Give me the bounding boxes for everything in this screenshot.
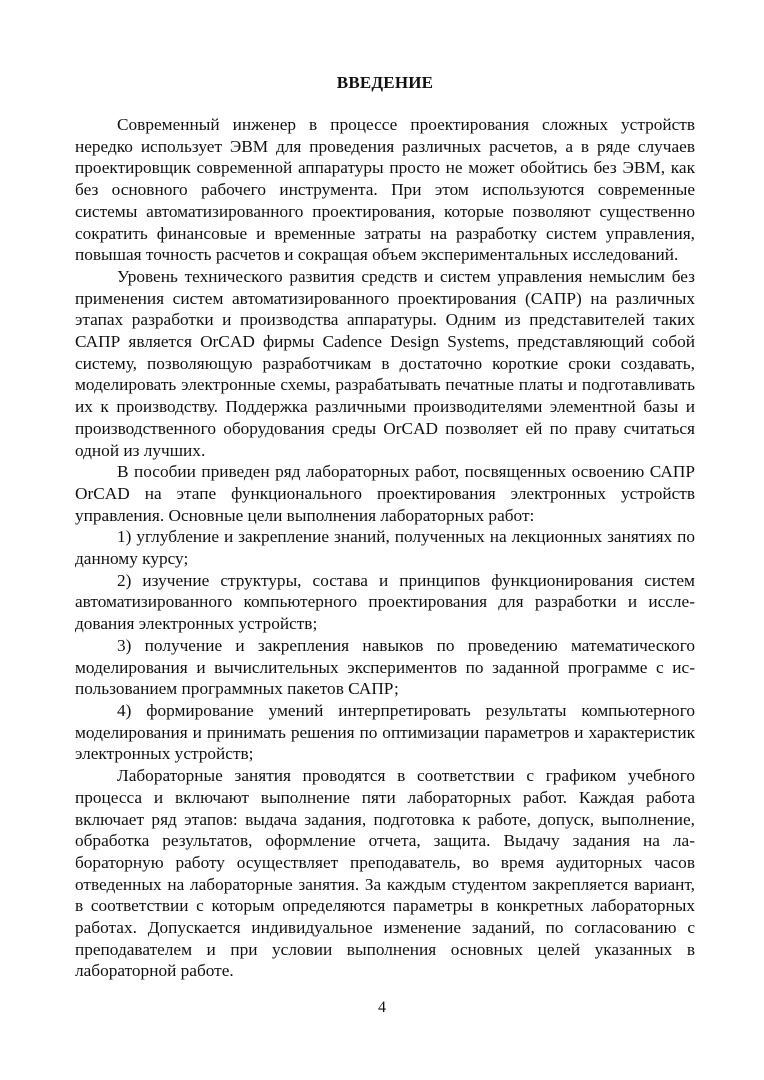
list-item-goal-3: 3) получение и закрепления навыков по проведению математического моделирования и вычислительных экспериментов по заданной программе с использованием программных пакетов САПР; bbox=[75, 635, 695, 699]
list-item-goal-4: 4) формирование умений интерпретировать результаты компьютерного моделирования и принимать решения по оптимизации параметров и характеристик электронных устройств; bbox=[75, 700, 695, 764]
paragraph-cad-overview: Уровень технического развития средств и систем управления немыслим без применения систем автоматизированного проектирования (САПР) на различных этапах разработки и производства аппаратуры. Одним из представителей таких САПР является OrCAD фирмы Cadence Design Systems, представляющий собой систему, позволяющую разработчикам в достаточно короткие сроки создавать, моделировать электронные схемы, разрабатывать печатные платы и подготавливать их к производству. Поддержка различными производителями элементной базы и производственного оборудования среды OrCAD позволяет ей по праву считаться одной из лучших. bbox=[75, 266, 695, 460]
document-body bbox=[75, 72, 695, 982]
page-title: ВВЕДЕНИЕ bbox=[336, 73, 434, 92]
list-item-goal-2: 2) изучение структуры, состава и принципов функционирования систем автоматизированного компьютерного проектирования для разработки и исследования электронных устройств; bbox=[75, 570, 695, 634]
paragraph-intro: Современный инженер в процессе проектирования сложных устройств нередко использует ЭВМ для проведения различных расчетов, а в ряде случаев проектировщик современной аппаратуры просто не может обойтись без ЭВМ, как без основного рабочего инструмента. При этом используются современные системы автоматизированного проектирования, которые позволяют существенно сократить финансовые и временные затраты на разработку систем управления, повышая точность расчетов и сокращая объем экспериментальных исследований. bbox=[75, 115, 695, 265]
paragraph-lab-schedule: Лабораторные занятия проводятся в соответствии с графиком учебного процесса и включают выполнение пяти лабораторных работ. Каждая работа включает ряд этапов: выдача задания, подготовка к работе, допуск, выполнение, обработка результатов, оформление отчета, защита. Выдачу задания на лабораторную работу осуществляет преподаватель, во время аудиторных часов отведенных на лабораторные занятия. За каждым студентом закрепляется вариант, в соответствии с которым определяются параметры в конкретных лабораторных работах. Допускается индивидуальное изменение заданий, по согласованию с преподавателем и при условии выполнения основных целей указанных в лабораторной работе. bbox=[75, 766, 695, 981]
page-number: 4 bbox=[378, 999, 386, 1016]
paragraph-goals-intro: В пособии приведен ряд лабораторных работ, посвященных освоению САПР OrCAD на этапе функционального проектирования электронных устройств управления. Основные цели выполнения лабораторных работ: bbox=[75, 462, 695, 525]
list-item-goal-1: 1) углубление и закрепление знаний, полученных на лекционных занятиях по данному курсу; bbox=[75, 527, 695, 569]
